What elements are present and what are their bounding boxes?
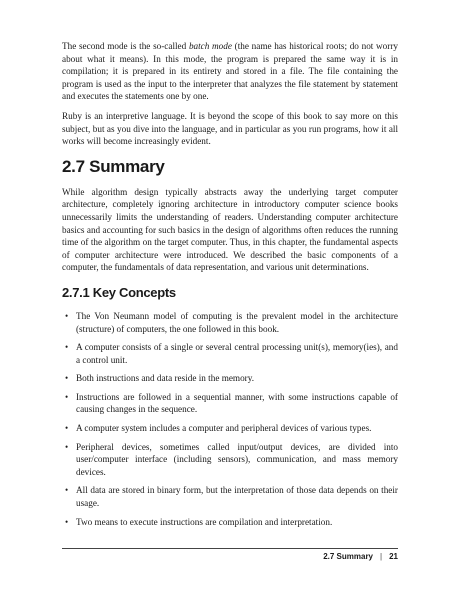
page-footer	[323, 552, 398, 561]
footer-separator: |	[380, 552, 383, 561]
list-item	[62, 341, 398, 366]
intro-paragraph-ruby: Ruby is an interpretive language. It is beyond the scope of this book to say more on this subject, but as you dive into the language, and in particular as you run programs, how it all works will become increasingly evident.	[62, 110, 398, 147]
list-item	[62, 484, 398, 509]
list-item	[62, 310, 398, 335]
list-item-text: Instructions are followed in a sequential manner, with some instructions capable of causing changes in the sequence.	[76, 391, 398, 415]
list-item-text: Peripheral devices, sometimes called input/output devices, are divided into user/computer interface (including sensors), communication, and mass memory devices.	[76, 441, 398, 477]
page-number: 21	[389, 552, 398, 561]
list-item	[62, 516, 398, 529]
section-heading-summary: 2.7 Summary	[62, 156, 165, 176]
bullet-icon: •	[65, 423, 69, 434]
batch-mode-term: batch mode	[188, 41, 232, 51]
bullet-icon: •	[65, 391, 69, 402]
list-item	[62, 372, 398, 385]
bullet-icon: •	[65, 516, 69, 527]
intro-paragraph-batch-mode	[62, 40, 398, 103]
footer-divider	[62, 548, 398, 549]
bullet-icon: •	[65, 485, 69, 496]
list-item	[62, 422, 398, 435]
bullet-icon: •	[65, 342, 69, 353]
bullet-icon: •	[65, 441, 69, 452]
list-item	[62, 391, 398, 416]
summary-paragraph: While algorithm design typically abstracts away the underlying target computer architecture, completely ignoring architecture in introductory computer science books unnecessarily limits the understanding of readers. Understanding computer architecture basics and accounting for such basics in the design of algorithms often reduces the running time of the algorithm on the target computer. Thus, in this chapter, the fundamental aspects of computer architecture were introduced. We described the basic components of a computer, the fundamentals of data representation, and various unit determinations.	[62, 186, 398, 273]
page-body	[62, 40, 398, 534]
subsection-heading-key-concepts: 2.7.1 Key Concepts	[62, 284, 176, 300]
footer-section-label: 2.7 Summary	[323, 552, 374, 561]
bullet-icon: •	[65, 310, 69, 321]
list-item-text: All data are stored in binary form, but the interpretation of those data depends on their usage.	[76, 485, 398, 509]
list-item-text: The Von Neumann model of computing is the prevalent model in the architecture (structure) of computers, the one followed in this book.	[76, 310, 398, 334]
list-item	[62, 441, 398, 479]
list-item-text: A computer system includes a computer and peripheral devices of various types.	[76, 423, 372, 434]
intro-text-b: (the name has historical roots; do not worry about what it means). In this mode, the program is prepared the same way it is in compilation; it is prepared in its entirety and stored in a file. The file containing the program is used as the input to the interpreter that analyzes the file statement by statement and executes the statements one by one.	[62, 41, 398, 102]
key-concepts-list	[62, 310, 398, 528]
list-item-text: A computer consists of a single or several central processing unit(s), memory(ies), and a control unit.	[76, 342, 398, 365]
list-item-text: Two means to execute instructions are compilation and interpretation.	[76, 516, 333, 527]
intro-text-a: The second mode is the so-called	[62, 41, 189, 51]
list-item-text: Both instructions and data reside in the memory.	[76, 373, 255, 384]
bullet-icon: •	[65, 373, 69, 384]
